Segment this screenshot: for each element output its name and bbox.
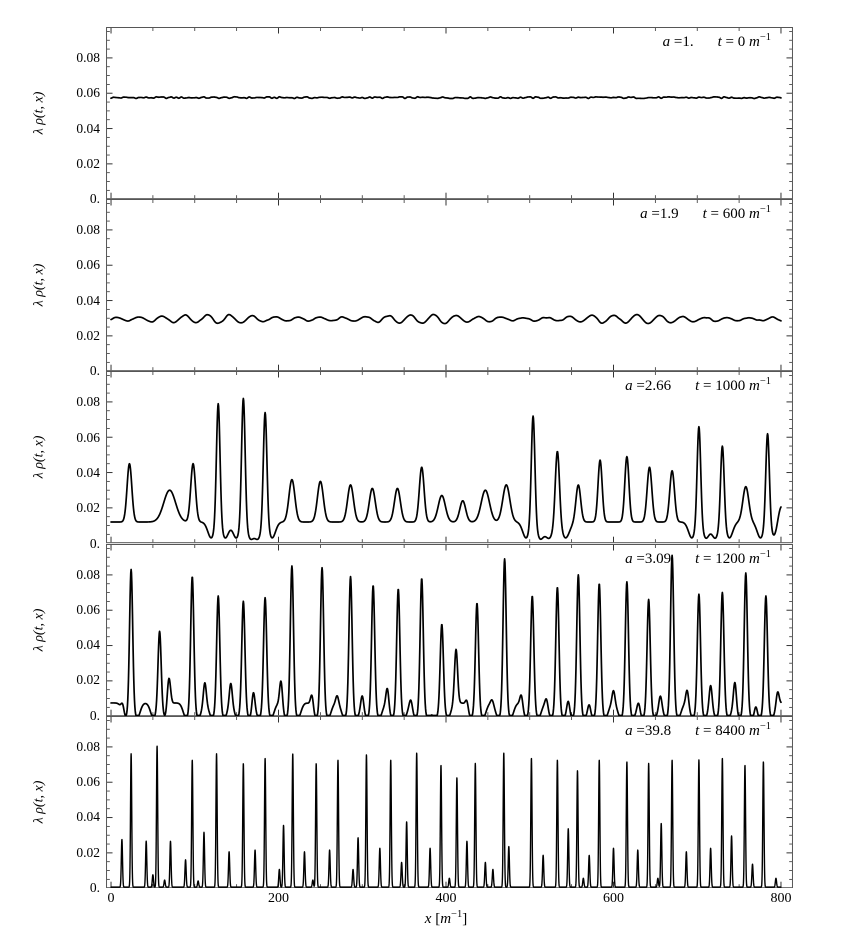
panel-3 [31, 371, 793, 551]
y-tick-label: 0.04 [76, 292, 100, 308]
var-t: t [695, 550, 700, 567]
var-a: a [625, 378, 633, 395]
plot-svg [106, 716, 793, 888]
panel-5 [31, 716, 793, 895]
y-tick-label: 0.08 [76, 222, 100, 238]
plot-svg [106, 544, 793, 716]
plot-frame [107, 200, 793, 371]
y-tick-label: 0.02 [76, 672, 100, 688]
bracket-close: ] [462, 911, 468, 927]
y-tick-label: 0.04 [76, 464, 100, 480]
x-tick-label: 200 [268, 891, 289, 906]
exponent-label: −1 [451, 909, 463, 920]
y-axis-title [32, 716, 46, 888]
t-value: = 1200 [699, 550, 749, 567]
y-tick-label: 0.06 [76, 429, 100, 445]
y-zero-label: 0. [89, 879, 100, 895]
density-curve [111, 746, 781, 887]
plot-frame [107, 544, 793, 715]
var-t: t [695, 378, 700, 395]
panel-4 [31, 544, 793, 723]
panel-annotation [640, 206, 771, 223]
exponent-label: −1 [759, 376, 771, 388]
y-tick-label: 0.04 [76, 809, 100, 825]
var-t: t [695, 722, 700, 739]
a-value: =39.8 [632, 722, 672, 739]
y-axis-title-text: λ ρ(t, x) [31, 780, 46, 824]
x-tick-label: 800 [770, 891, 792, 906]
y-tick-label: 0.04 [76, 120, 100, 136]
panel-annotation [625, 548, 771, 568]
density-curve [111, 555, 781, 715]
y-tick-label: 0.06 [76, 257, 100, 273]
x-tick-label: 0 [107, 891, 115, 906]
plot-svg [106, 27, 793, 199]
y-tick-label: 0.02 [76, 500, 100, 516]
var-a: a [640, 206, 648, 223]
exponent-label: −1 [759, 548, 771, 560]
t-annotation [718, 34, 771, 51]
y-axis-title [32, 199, 46, 371]
t-annotation [703, 206, 771, 223]
density-curve [111, 399, 781, 540]
unit-label: m [440, 911, 452, 927]
unit-label: m [748, 34, 760, 50]
t-annotation [695, 378, 771, 395]
y-axis-title [32, 544, 46, 716]
y-zero-label: 0. [89, 535, 100, 551]
panel-2 [31, 199, 793, 379]
y-tick-label: 0.02 [76, 155, 100, 171]
y-zero-label: 0. [89, 363, 100, 379]
panel-1 [31, 27, 793, 207]
plot-frame [107, 716, 793, 887]
y-tick-label: 0.08 [76, 394, 100, 410]
y-tick-label: 0.06 [76, 85, 100, 101]
var-t: t [717, 34, 722, 50]
var-a: a [662, 34, 671, 50]
plot-frame [107, 372, 793, 543]
y-axis-title [32, 371, 46, 543]
density-curve [111, 315, 781, 324]
panel-annotation [663, 34, 771, 51]
x-var: x [424, 911, 432, 927]
unit-label: m [748, 550, 760, 567]
y-tick-label: 0.06 [76, 774, 100, 790]
a-annotation [663, 34, 694, 51]
y-axis-title-text: λ ρ(t, x) [31, 436, 46, 479]
plot-svg [106, 371, 793, 543]
x-axis-title [366, 911, 526, 928]
y-tick-label: 0.06 [76, 601, 100, 617]
exponent-label: −1 [759, 32, 771, 43]
y-axis-title-text: λ ρ(t, x) [31, 263, 46, 307]
t-value: = 600 [706, 206, 749, 223]
exponent-label: −1 [759, 204, 771, 216]
a-annotation [625, 378, 671, 395]
t-value: = 8400 [699, 722, 749, 739]
y-tick-label: 0.08 [76, 738, 100, 754]
density-curve [111, 97, 781, 99]
bracket-open: [ [431, 911, 441, 927]
y-tick-label: 0.02 [76, 844, 100, 860]
plot-frame [107, 27, 793, 198]
y-tick-label: 0.08 [76, 49, 100, 65]
unit-label: m [748, 206, 760, 223]
t-annotation [695, 720, 771, 740]
var-a: a [625, 550, 633, 567]
a-annotation [625, 723, 671, 740]
t-value: = 0 [721, 34, 749, 50]
unit-label: m [748, 378, 760, 395]
y-zero-label: 0. [89, 707, 100, 723]
a-value: =1.9 [647, 206, 679, 223]
y-axis-title-text: λ ρ(t, x) [31, 91, 46, 135]
a-value: =1. [670, 34, 694, 50]
x-tick-label: 400 [435, 891, 457, 906]
y-axis-title-text: λ ρ(t, x) [31, 608, 46, 652]
var-t: t [702, 206, 707, 223]
a-annotation [625, 551, 671, 568]
y-tick-label: 0.02 [76, 328, 100, 344]
x-tick-label: 600 [603, 891, 624, 906]
panel-annotation [625, 378, 771, 395]
plot-svg [106, 199, 793, 371]
a-value: =2.66 [632, 378, 672, 395]
y-tick-label: 0.04 [76, 637, 100, 653]
t-annotation [695, 548, 771, 568]
panel-annotation [625, 720, 771, 740]
a-value: =3.09 [632, 550, 672, 567]
y-zero-label: 0. [89, 191, 100, 207]
y-axis-title [32, 27, 46, 199]
y-tick-label: 0.08 [76, 566, 100, 582]
exponent-label: −1 [759, 720, 771, 732]
t-value: = 1000 [699, 378, 749, 395]
unit-label: m [748, 722, 760, 739]
var-a: a [625, 722, 633, 739]
a-annotation [640, 206, 678, 223]
